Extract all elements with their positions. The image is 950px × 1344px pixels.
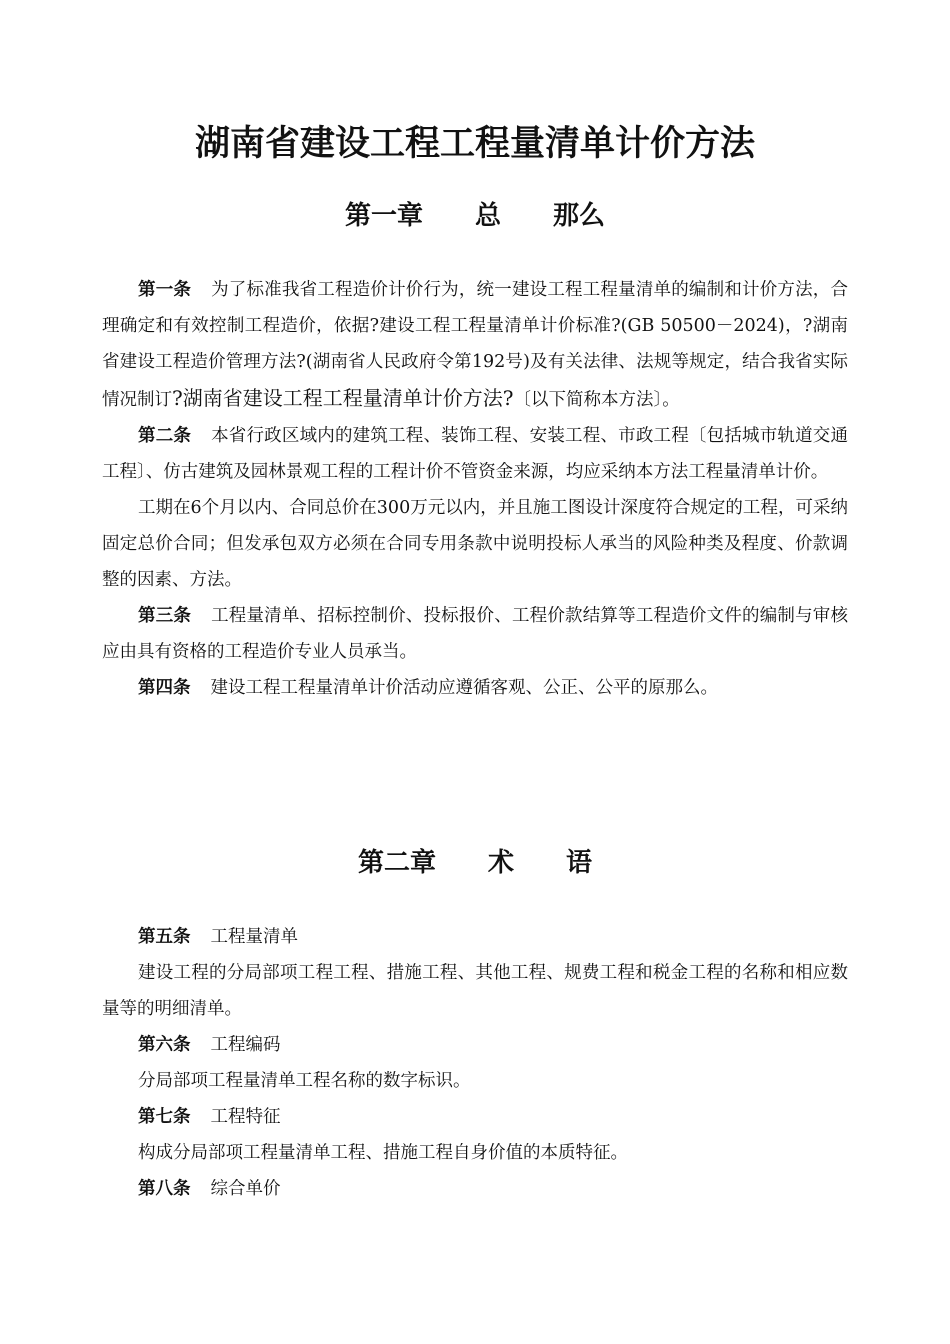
article-6-definition: 分局部项工程量清单工程名称的数字标识。: [138, 1071, 471, 1091]
article-3-text: 工程量清单、招标控制价、投标报价、工程价款结算等工程造价文件的编制与审核应由具有资格的工程造价专业人员承当。: [102, 606, 848, 662]
article-2: [102, 418, 848, 490]
article-7-term: 工程特征: [210, 1107, 281, 1127]
article-4-label: 第四条: [138, 678, 191, 698]
article-5-definition: 建设工程的分局部项工程工程、措施工程、其他工程、规费工程和税金工程的名称和相应数量等的明细清单。: [102, 963, 848, 1019]
chapter-1-body: [102, 272, 848, 706]
article-1-label: 第一条: [138, 280, 192, 300]
article-2-paragraph-2: 工期在6个月以内、合同总价在300万元以内，并且施工图设计深度符合规定的工程，可采纳固定总价合同；但发承包双方必须在合同专用条款中说明投标人承当的风险种类及程度、价款调整的因素、方法。: [102, 498, 848, 590]
article-3: [102, 598, 848, 670]
document-title: 湖南省建设工程工程量清单计价方法: [194, 123, 755, 164]
article-7-label: 第七条: [138, 1107, 191, 1127]
article-6: [102, 1027, 848, 1063]
article-4: [102, 670, 848, 706]
article-7: [102, 1099, 848, 1135]
article-5-label: 第五条: [138, 927, 191, 947]
article-6-term: 工程编码: [210, 1035, 281, 1055]
article-6-label: 第六条: [138, 1035, 191, 1055]
chapter-2-body: [102, 919, 848, 1207]
article-8-term: 综合单价: [210, 1179, 281, 1199]
article-2-text: 本省行政区域内的建筑工程、装饰工程、安装工程、市政工程〔包括城市轨道交通工程〕、仿古建筑及园林景观工程的工程计价不管资金来源，均应采纳本方法工程量清单计价。: [102, 426, 848, 482]
chapter-2-heading: 第二章 术 语: [357, 848, 592, 878]
article-8-label: 第八条: [138, 1179, 191, 1199]
article-5-term: 工程量清单: [210, 927, 298, 947]
article-1: [102, 272, 848, 418]
article-1-text-end: 〔以下简称本方法〕。: [513, 390, 680, 410]
article-2-label: 第二条: [138, 426, 192, 446]
article-3-label: 第三条: [138, 606, 192, 626]
article-7-definition: 构成分局部项工程量清单工程、措施工程自身价值的本质特征。: [138, 1143, 628, 1163]
article-5: [102, 919, 848, 955]
article-4-text: 建设工程工程量清单计价活动应遵循客观、公正、公平的原那么。: [210, 678, 718, 698]
article-1-text: 为了标准我省工程造价计价行为，统一建设工程工程量清单的编制和计价方法，合理确定和有效控制工程造价，依据?建设工程工程量清单计价标准?(GB 50500－2024)，?湖南省建设工程造价管理方法?(湖南省人民政府令第192号)及有关法律、法规等规定，结合我省实际情况制订: [102, 280, 848, 410]
chapter-1-heading: 第一章 总 那么: [344, 201, 605, 231]
article-8: [102, 1171, 848, 1207]
article-1-emphasis: ?湖南省建设工程工程量清单计价方法?: [172, 386, 514, 410]
